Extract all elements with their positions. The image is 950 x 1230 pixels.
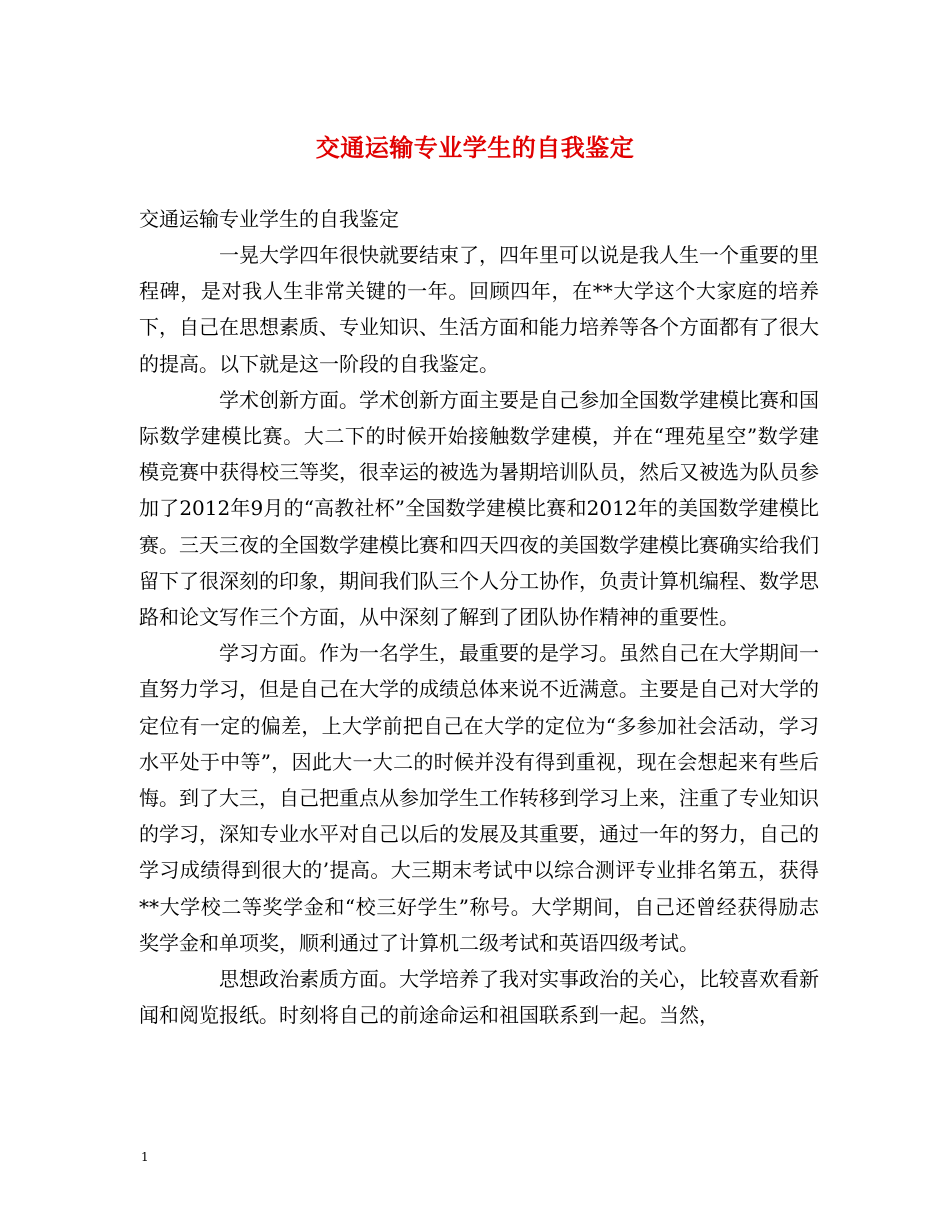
paragraph-intro: 一晃大学四年很快就要结束了，四年里可以说是我人生一个重要的里程碑，是对我人生非常关键的一年。回顾四年，在**大学这个大家庭的培养下，自己在思想素质、专业知识、生活方面和能力培养等各个方面都有了很大的提高。以下就是这一阶段的自我鉴定。 xyxy=(139,243,819,376)
paragraph-political: 思想政治素质方面。大学培养了我对实事政治的关心，比较喜欢看新闻和阅览报纸。时刻将自己的前途命运和祖国联系到一起。当然， xyxy=(139,967,819,1028)
paragraph-academic-innovation: 学术创新方面。学术创新方面主要是自己参加全国数学建模比赛和国际数学建模比赛。大二下的时候开始接触数学建模，并在“理苑星空”数学建模竞赛中获得校三等奖，很幸运的被选为暑期培训队员，然后又被选为队员参加了2012年9月的“高教社杯”全国数学建模比赛和2012年的美国数学建模比赛。三天三夜的全国数学建模比赛和四天四夜的美国数学建模比赛确实给我们留下了很深刻的印象，期间我们队三个人分工协作，负责计算机编程、数学思路和论文写作三个方面，从中深刻了解到了团队协作精神的重要性。 xyxy=(139,387,819,630)
page-number: 1 xyxy=(141,1150,149,1164)
document-subtitle: 交通运输专业学生的自我鉴定 xyxy=(139,207,399,231)
document-title: 交通运输专业学生的自我鉴定 xyxy=(315,133,635,162)
paragraph-study: 学习方面。作为一名学生，最重要的是学习。虽然自己在大学期间一直努力学习，但是自己在大学的成绩总体来说不近满意。主要是自己对大学的定位有一定的偏差，上大学前把自己在大学的定位为“多参加社会活动，学习水平处于中等”，因此大一大二的时候并没有得到重视，现在会想起来有些后悔。到了大三，自己把重点从参加学生工作转移到学习上来，注重了专业知识的学习，深知专业水平对自己以后的发展及其重要，通过一年的努力，自己的学习成绩得到很大的’提高。大三期末考试中以综合测评专业排名第五，获得**大学校二等奖学金和“校三好学生”称号。大学期间，自己还曾经获得励志奖学金和单项奖，顺利通过了计算机二级考试和英语四级考试。 xyxy=(139,641,819,955)
document-body xyxy=(139,237,819,1033)
